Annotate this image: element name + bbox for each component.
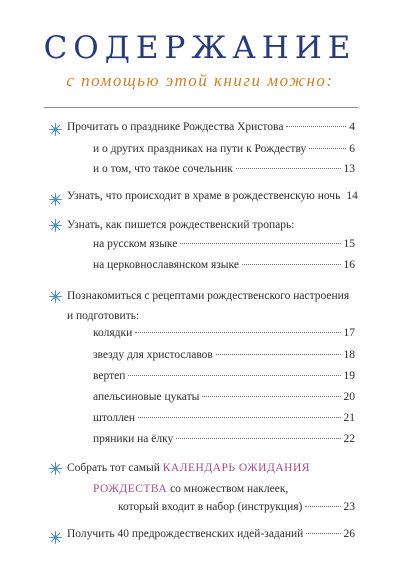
toc-entry[interactable]	[67, 190, 358, 208]
page-number: 18	[343, 349, 355, 361]
toc-entry-label[interactable]: Узнать, как пишется рождественский тропарь:	[67, 219, 295, 231]
page-number: 14	[346, 190, 358, 202]
toc-subentry[interactable]	[93, 370, 355, 388]
calendar-title-highlight: КАЛЕНДАРЬ ОЖИДАНИЯ	[162, 462, 310, 474]
snowflake-star-icon	[49, 290, 62, 303]
toc-entry-label: и о других праздниках на пути к Рождеству	[93, 143, 307, 155]
dot-leader	[135, 332, 340, 333]
dot-leader	[309, 148, 346, 149]
toc-subentry[interactable]	[93, 238, 355, 256]
snowflake-star-icon	[49, 123, 62, 136]
dot-leader	[306, 533, 340, 534]
page-number: 6	[349, 143, 355, 155]
toc-subentry[interactable]	[93, 163, 355, 181]
dot-leader	[138, 417, 340, 418]
toc-entry-text: Собрать тот самый	[67, 462, 163, 474]
divider	[44, 107, 358, 108]
calendar-title-highlight: РОЖДЕСТВА	[93, 483, 168, 495]
dot-leader	[176, 438, 340, 439]
dot-leader	[180, 243, 340, 244]
toc-entry-label: штоллен	[93, 412, 136, 424]
toc-subentry[interactable]	[93, 391, 355, 409]
dot-leader	[305, 506, 340, 507]
dot-leader	[202, 396, 340, 397]
page-number: 4	[349, 121, 355, 133]
toc-entry-label: на церковнославянском языке	[93, 259, 239, 271]
snowflake-star-icon	[49, 462, 62, 475]
toc-entry-label: звезду для христославов	[93, 349, 213, 361]
toc-subentry[interactable]	[93, 412, 355, 430]
toc-subentry[interactable]	[93, 349, 355, 367]
toc-entry-label: который входит в набор (инструкция)	[118, 501, 303, 513]
page-number: 23	[343, 501, 355, 513]
toc-entry-label: Получить 40 предрождественских идей-заданий	[67, 528, 304, 540]
toc-subentry[interactable]	[93, 327, 355, 345]
toc-entry-text: со множеством наклеек,	[167, 483, 289, 495]
toc-subentry[interactable]	[93, 259, 355, 277]
dot-leader	[242, 264, 341, 265]
toc-subentry[interactable]	[93, 143, 355, 161]
toc-subentry[interactable]	[93, 433, 355, 451]
page-number: 21	[343, 412, 355, 424]
page-number: 13	[343, 163, 355, 175]
snowflake-star-icon	[49, 531, 62, 544]
toc-entry-label: и о том, что такое сочельник	[93, 163, 233, 175]
page-number: 22	[343, 433, 355, 445]
toc-entry-label[interactable]: Познакомиться с рецептами рождественского настроения	[67, 290, 350, 302]
snowflake-star-icon	[49, 193, 62, 206]
page-title: СОДЕРЖАНИЕ	[43, 30, 357, 66]
toc-entry-label: Прочитать о празднике Рождества Христова	[67, 121, 284, 133]
page-subtitle: с помощью этой книги можно:	[66, 71, 334, 90]
dot-leader	[286, 126, 346, 127]
toc-entry[interactable]	[67, 528, 355, 546]
page-number: 19	[343, 370, 355, 382]
toc-subentry[interactable]	[118, 501, 355, 519]
toc-entry-label: Узнать, что происходит в храме в рождественскую ночь	[67, 190, 341, 202]
toc-entry-label: на русском языке	[93, 238, 178, 250]
dot-leader	[128, 375, 340, 376]
toc-entry-label-continued: и подготовить:	[67, 310, 140, 322]
toc-entry-label: вертеп	[93, 370, 126, 382]
toc-entry[interactable]	[67, 121, 355, 139]
toc-entry-label-continued	[93, 480, 288, 498]
toc-entry-label: пряники на ёлку	[93, 433, 174, 445]
toc-entry-label: колядки	[93, 327, 133, 339]
page-number: 17	[343, 327, 355, 339]
toc-entry-label: апельсиновые цукаты	[93, 391, 200, 403]
page-number: 20	[343, 391, 355, 403]
page-number: 16	[343, 259, 355, 271]
page-number: 15	[343, 238, 355, 250]
toc-entry-label[interactable]	[67, 459, 310, 477]
snowflake-star-icon	[49, 219, 62, 232]
page-number: 26	[343, 528, 355, 540]
dot-leader	[216, 354, 341, 355]
dot-leader	[236, 168, 341, 169]
